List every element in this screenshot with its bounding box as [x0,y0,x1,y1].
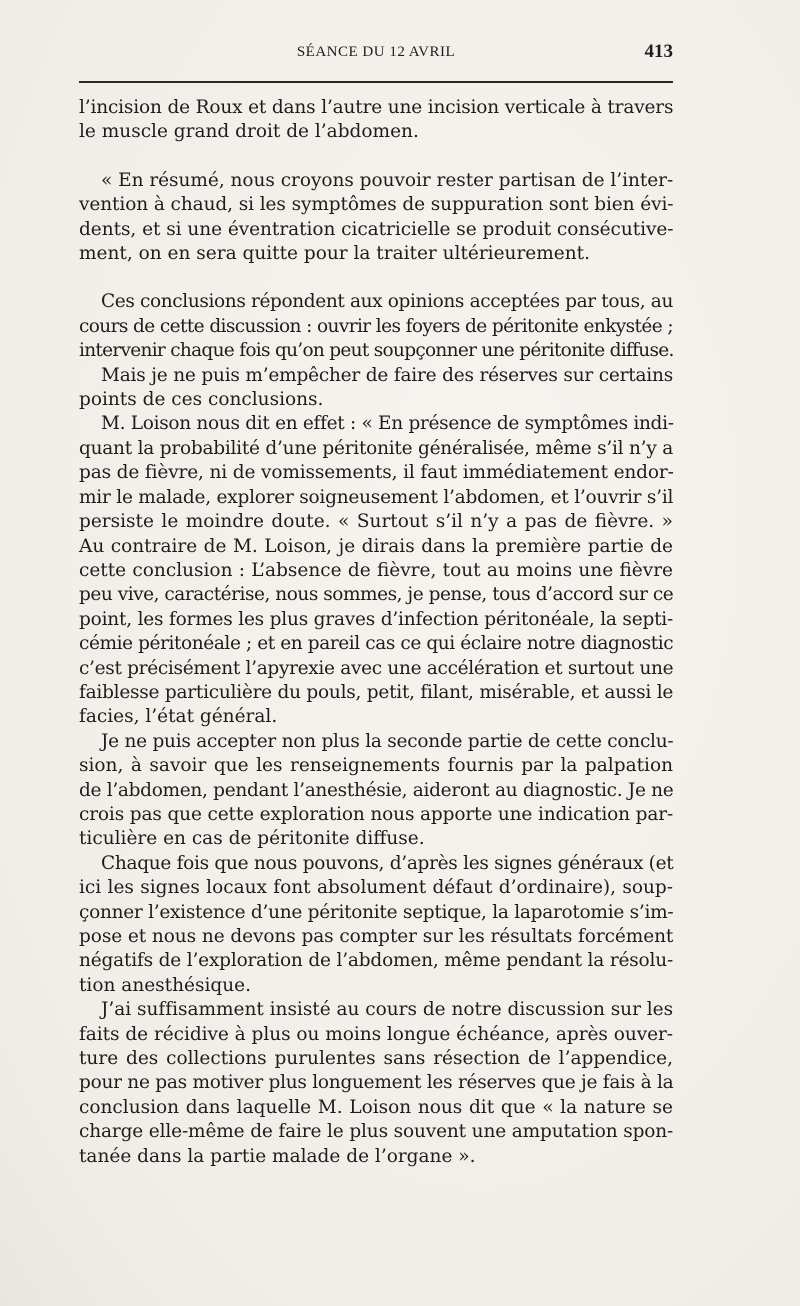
text-line: tanée dans la partie malade de l’organe ». [79,1145,476,1167]
text-line: faits de récidive à plus ou moins longue échéance, après ouver- [79,1023,673,1045]
page-number: 413 [644,41,673,62]
header-rule [79,81,673,83]
text-line: çonner l’existence d’une péritonite septique, la laparotomie s’im- [79,901,674,923]
text-line: cette conclusion : L’absence de fièvre, tout au moins une fièvre [79,559,673,581]
text-line: Ces conclusions répondent aux opinions acceptées par tous, au [101,291,673,313]
text-line: point, les formes les plus graves d’infection péritonéale, la septi- [79,608,674,630]
text-line: ici les signes locaux font absolument défaut d’ordinaire), soup- [79,877,673,899]
text-line: Mais je ne puis m’empêcher de faire des réserves sur certains [101,364,673,386]
text-line: dents, et si une éventration cicatricielle se produit consécutive- [79,218,674,240]
paragraph-gap [79,266,673,290]
text-line: intervenir chaque fois qu’on peut soupçonner une péritonite diffuse. [79,340,674,362]
text-line: persiste le moindre doute. « Surtout s’il n’y a pas de fièvre. » [79,511,673,533]
text-line: ticulière en cas de péritonite diffuse. [79,828,425,850]
text-line: mir le malade, explorer soigneusement l’abdomen, et l’ouvrir s’il [79,486,674,508]
text-line: « En résumé, nous croyons pouvoir rester partisan de l’inter- [101,169,674,191]
text-line: cémie péritonéale ; et en pareil cas ce qui éclaire notre diagnostic [79,633,674,655]
text-line: Je ne puis accepter non plus la seconde partie de cette conclu- [101,730,674,752]
text-line: J’ai suffisamment insisté au cours de notre discussion sur les [101,999,674,1021]
text-line: pour ne pas motiver plus longuement les réserves que je fais à la [79,1072,674,1094]
text-line: faiblesse particulière du pouls, petit, filant, misérable, et aussi le [79,681,674,703]
running-title: SÉANCE DU 12 AVRIL [296,44,456,60]
text-line: négatifs de l’exploration de l’abdomen, même pendant la résolu- [79,950,673,972]
text-line: quant la probabilité d’une péritonite généralisée, même s’il n’y a [79,437,673,459]
text-line: pas de fièvre, ni de vomissements, il faut immédiatement endor- [79,462,674,484]
text-line: c’est précisément l’apyrexie avec une accélération et surtout une [79,657,674,679]
text-line: le muscle grand droit de l’abdomen. [79,121,419,143]
text-line: Au contraire de M. Loison, je dirais dans la première partie de [79,535,673,557]
text-line: ture des collections purulentes sans résection de l’appendice, [79,1048,673,1070]
text-line: tion anesthésique. [79,974,251,996]
page-header [79,41,673,74]
text-line: M. Loison nous dit en effet : « En présence de symptômes indi- [101,413,674,435]
text-line: peu vive, caractérise, nous sommes, je pense, tous d’accord sur ce [79,584,674,606]
text-line: Chaque fois que nous pouvons, d’après les signes généraux (et [101,852,674,874]
text-line: cours de cette discussion : ouvrir les foyers de péritonite enkystée ; [79,315,673,337]
page-body [79,96,673,1169]
text-line: de l’abdomen, pendant l’anesthésie, aideront au diagnostic. Je ne [79,779,674,801]
text-line: vention à chaud, si les symptômes de suppuration sont bien évi- [79,194,674,216]
text-line: pose et nous ne devons pas compter sur les résultats forcément [79,926,674,947]
text-line: charge elle-même de faire le plus souvent une amputation spon- [79,1121,674,1143]
text-line: ment, on en sera quitte pour la traiter ultérieurement. [79,243,590,265]
text-line: crois pas que cette exploration nous apporte une indication par- [79,803,674,825]
text-line: points de ces conclusions. [79,389,324,411]
paragraph-gap [79,145,673,169]
text-line: sion, à savoir que les renseignements fournis par la palpation [79,755,673,777]
text-line: l’incision de Roux et dans l’autre une incision verticale à travers [79,97,674,118]
text-line: conclusion dans laquelle M. Loison nous dit que « la nature se [79,1096,673,1118]
text-line: facies, l’état général. [79,706,278,728]
